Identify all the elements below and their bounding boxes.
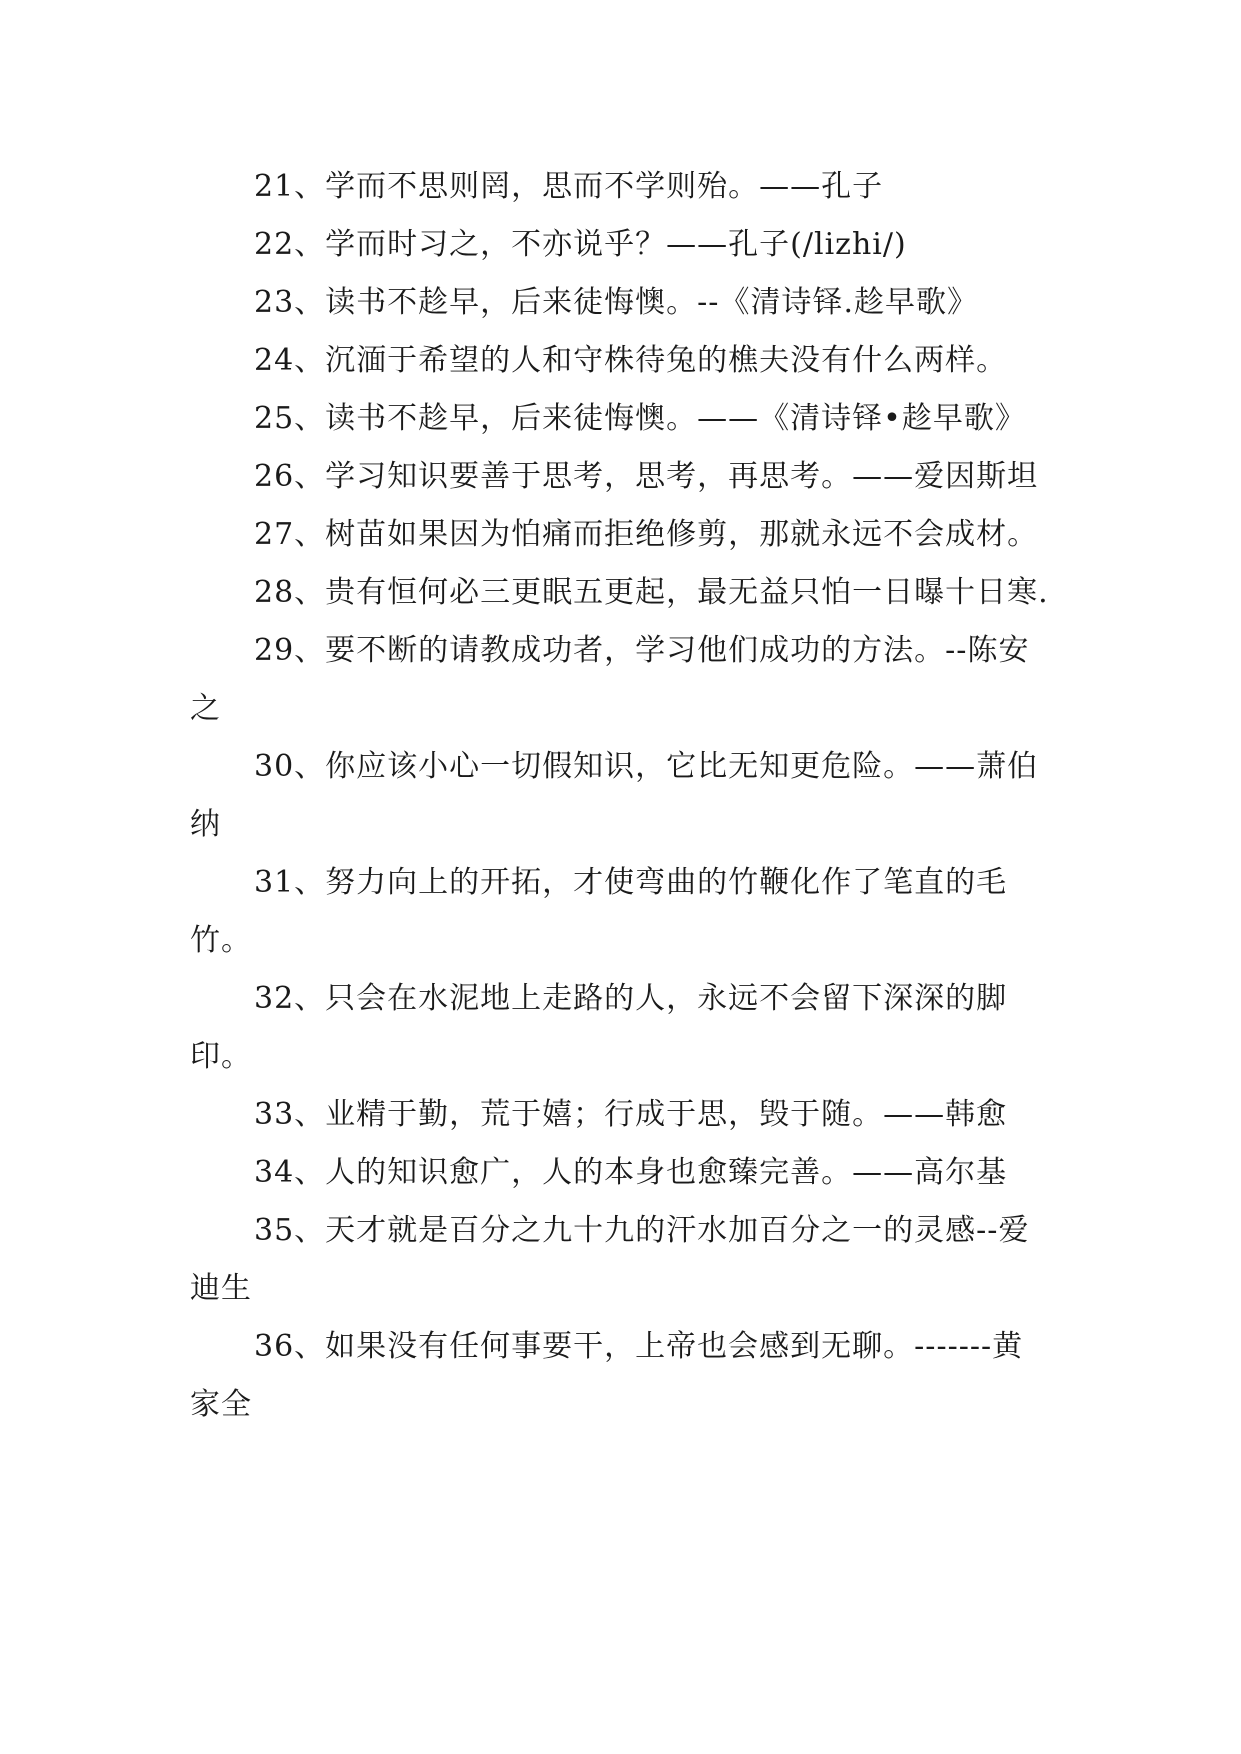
quote-24: 24、沉湎于希望的人和守株待兔的樵夫没有什么两样。: [254, 343, 1008, 378]
quote-30: 30、你应该小心一切假知识，它比无知更危险。——萧伯纳: [190, 749, 1039, 842]
quote-25: 25、读书不趁早，后来徒悔懊。——《清诗铎•趁早歌》: [254, 401, 1026, 436]
quote-26: 26、学习知识要善于思考，思考，再思考。——爱因斯坦: [254, 459, 1039, 494]
quote-29: 29、要不断的请教成功者，学习他们成功的方法。--陈安之: [190, 633, 1030, 726]
quote-28: 28、贵有恒何必三更眠五更起，最无益只怕一日曝十日寒.: [254, 575, 1049, 610]
quote-34: 34、人的知识愈广，人的本身也愈臻完善。——高尔基: [254, 1155, 1008, 1190]
quote-35: 35、天才就是百分之九十九的汗水加百分之一的灵感--爱迪生: [190, 1213, 1030, 1306]
quote-22: 22、学而时习之，不亦说乎？——孔子(/lizhi/): [254, 227, 907, 262]
quote-32: 32、只会在水泥地上走路的人，永远不会留下深深的脚印。: [190, 981, 1008, 1074]
quote-36: 36、如果没有任何事要干，上帝也会感到无聊。-------黄家全: [190, 1329, 1024, 1422]
quote-21: 21、学而不思则罔，思而不学则殆。——孔子: [254, 169, 884, 204]
quote-31: 31、努力向上的开拓，才使弯曲的竹鞭化作了笔直的毛竹。: [190, 865, 1008, 958]
quote-27: 27、树苗如果因为怕痛而拒绝修剪，那就永远不会成材。: [254, 517, 1039, 552]
quote-33: 33、业精于勤，荒于嬉；行成于思，毁于随。——韩愈: [254, 1097, 1008, 1132]
quote-list: [190, 158, 1050, 1434]
quote-23: 23、读书不趁早，后来徒悔懊。--《清诗铎.趁早歌》: [254, 285, 978, 320]
